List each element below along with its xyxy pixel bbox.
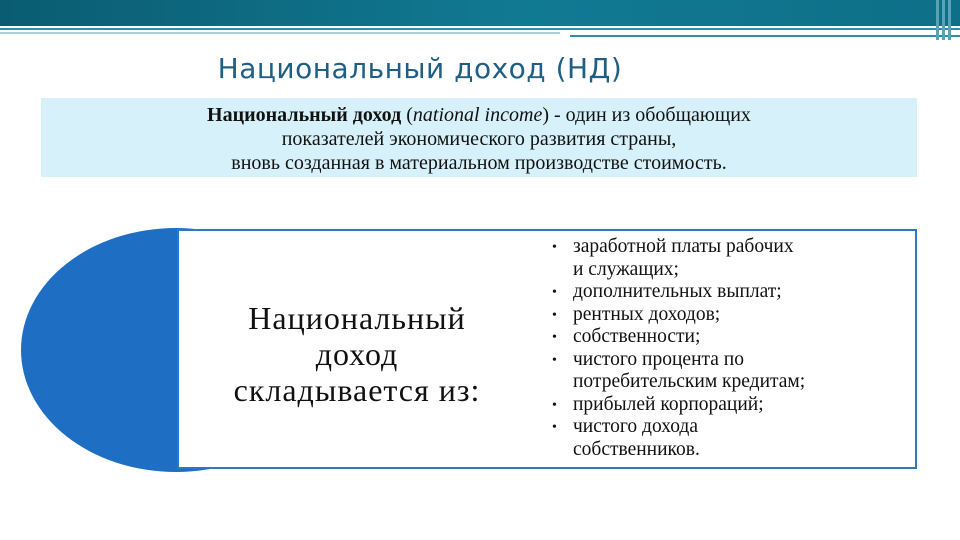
bullet-icon: •: [552, 420, 557, 435]
definition-line-1: Национальный доход (national income) - один из обобщающих: [207, 104, 751, 126]
definition-line-3: вновь созданная в материальном производстве стоимость.: [231, 152, 727, 174]
bullet-icon: •: [552, 352, 557, 368]
bullet-icon: •: [552, 285, 557, 300]
composition-heading: Национальный доход складывается из:: [233, 300, 481, 408]
definition-term: Национальный доход: [207, 104, 402, 126]
list-item: • прибылей корпораций;: [549, 394, 909, 417]
list-item: • заработной платы рабочих и служащих;: [552, 236, 794, 280]
slide-title: Национальный доход (НД): [217, 52, 623, 85]
components-list: [549, 236, 909, 461]
definition-line-2: показателей экономического развития страны,: [281, 128, 677, 150]
definition-term-en: national income: [412, 104, 543, 126]
bullet-icon: •: [552, 240, 557, 255]
list-item: • чистого дохода собственников.: [552, 416, 700, 460]
definition-box: [41, 98, 917, 177]
header-band: [0, 0, 960, 26]
header-stripes: [0, 26, 960, 38]
bullet-icon: •: [552, 397, 557, 413]
bullet-icon: •: [552, 330, 557, 345]
list-item: • чистого процента по потребительским кредитам;: [552, 348, 806, 392]
header-corner-ornament: [934, 0, 954, 40]
list-item: • рентных доходов;: [549, 304, 909, 327]
list-item: • дополнительных выплат;: [549, 281, 909, 304]
bullet-icon: •: [552, 307, 557, 323]
list-item: • собственности;: [549, 326, 909, 349]
